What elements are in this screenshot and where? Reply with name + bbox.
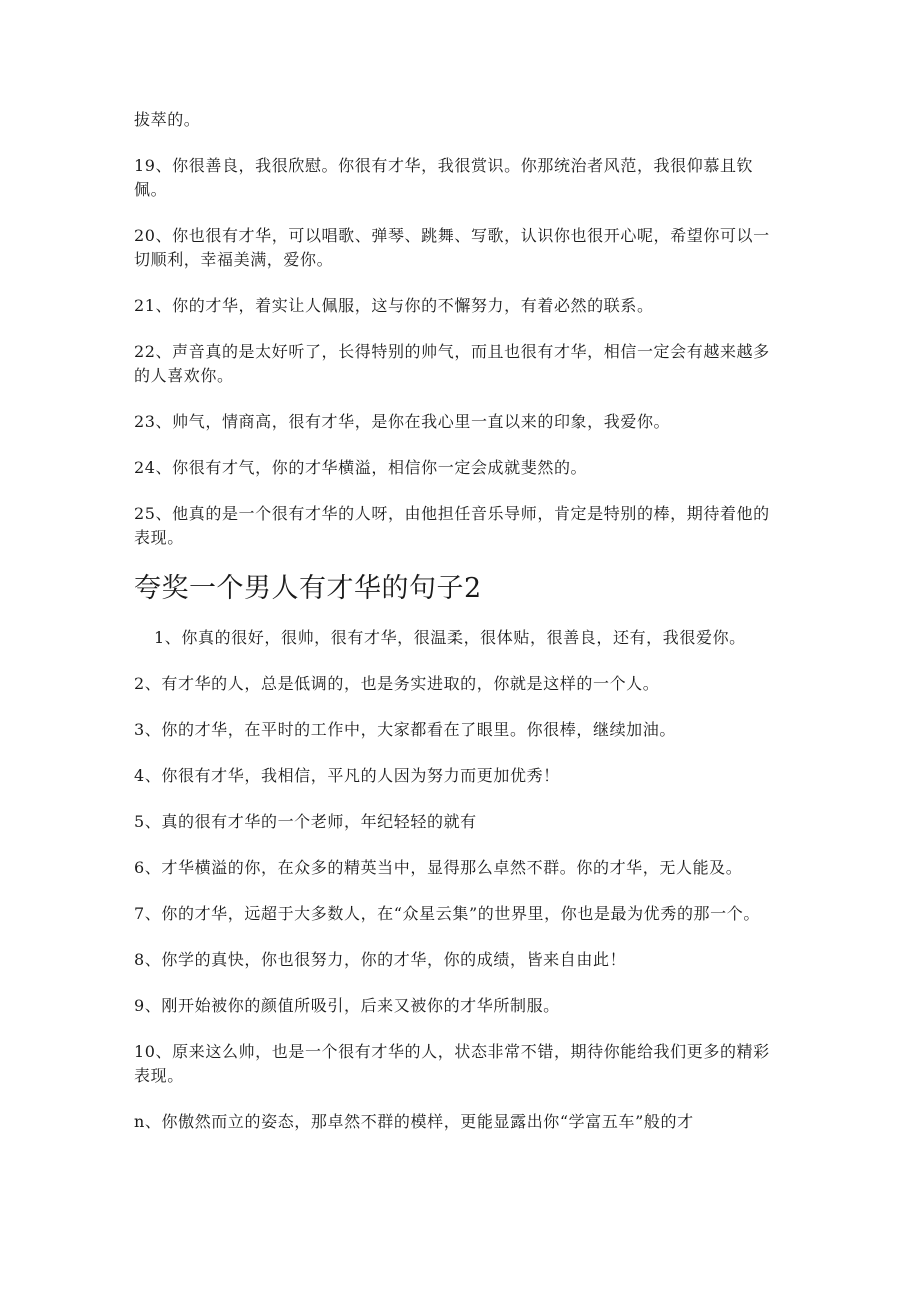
- paragraph-s2-8: 8、你学的真快，你也很努力，你的才华，你的成绩，皆来自由此！: [134, 950, 627, 969]
- paragraph-s2-4: 4、你很有才华，我相信，平凡的人因为努力而更加优秀！: [134, 766, 560, 785]
- paragraph-21: 21、你的才华，着实让人佩服，这与你的不懈努力，有着必然的联系。: [134, 296, 654, 315]
- paragraph-23: 23、帅气，情商高，很有才华，是你在我心里一直以来的印象，我爱你。: [134, 412, 671, 431]
- paragraph-s2-5: 5、真的很有才华的一个老师，年纪轻轻的就有: [134, 812, 477, 831]
- paragraph-s2-2: 2、有才华的人，总是低调的，也是务实进取的，你就是这样的一个人。: [134, 674, 660, 693]
- paragraph-20: 20、你也很有才华，可以唱歌、弹琴、跳舞、写歌，认识你也很开心呢，希望你可以一切顺利，幸福美满，爱你。: [134, 226, 770, 269]
- paragraph-19: 19、你很善良，我很欣慰。你很有才华，我很赏识。你那统治者风范，我很仰慕且钦佩。: [134, 156, 754, 199]
- paragraph-s2-10: 10、原来这么帅，也是一个很有才华的人，状态非常不错，期待你能给我们更多的精彩表现。: [134, 1042, 770, 1085]
- paragraph-s2-1: 1、你真的很好，很帅，很有才华，很温柔，很体贴，很善良，还有，我很爱你。: [154, 628, 746, 647]
- section-heading: 夸奖一个男人有才华的句子2: [134, 573, 482, 604]
- paragraph-22: 22、声音真的是太好听了，长得特别的帅气，而且也很有才华，相信一定会有越来越多的人喜欢你。: [134, 342, 770, 385]
- paragraph-s2-11: n、你傲然而立的姿态，那卓然不群的模样，更能显露出你“学富五车”般的才: [134, 1112, 694, 1131]
- paragraph-25: 25、他真的是一个很有才华的人呀，由他担任音乐导师，肯定是特别的棒，期待着他的表现。: [134, 504, 770, 547]
- document-body: [134, 108, 778, 1156]
- paragraph-24: 24、你很有才气，你的才华横溢，相信你一定会成就斐然的。: [134, 458, 588, 477]
- paragraph-s2-3: 3、你的才华，在平时的工作中，大家都看在了眼里。你很棒，继续加油。: [134, 720, 676, 739]
- paragraph-s2-6: 6、才华横溢的你，在众多的精英当中，显得那么卓然不群。你的才华，无人能及。: [134, 858, 743, 877]
- paragraph-s2-9: 9、刚开始被你的颜值所吸引，后来又被你的才华所制服。: [134, 996, 560, 1015]
- paragraph-s2-7: 7、你的才华，远超于大多数人，在“众星云集”的世界里，你也是最为优秀的那一个。: [134, 904, 760, 923]
- paragraph-continued: 拔萃的。: [134, 110, 201, 129]
